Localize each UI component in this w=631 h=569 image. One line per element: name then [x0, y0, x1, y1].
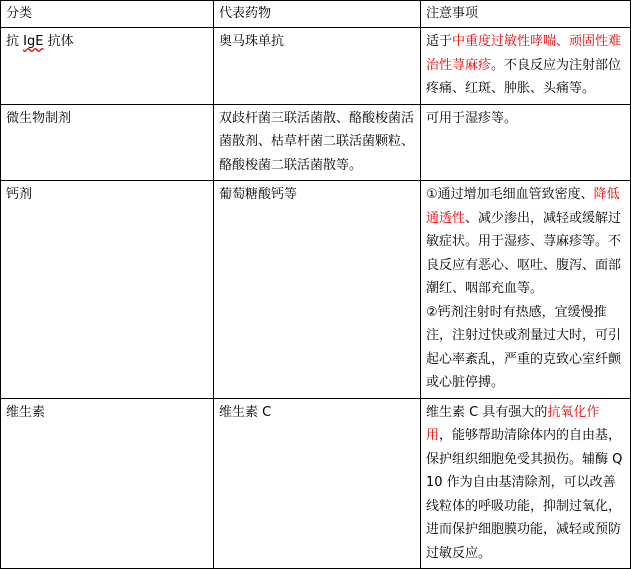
table-row [1, 181, 631, 399]
notes-cell: 适于中重度过敏性哮喘、顽固性难治性荨麻疹。不良反应为注射部位疼痛、红斑、肿胀、头痛等。 [421, 28, 631, 105]
header-category: 分类 [1, 1, 214, 28]
drugs-cell: 奥马珠单抗 [214, 28, 421, 105]
table-row [1, 398, 631, 569]
category-cell: 钙剂 [1, 181, 214, 399]
highlight-text: 中重度过敏性哮喘、顽固性难治性荨麻疹 [426, 34, 622, 73]
table-header-row [1, 1, 631, 28]
category-cell: 维生素 [1, 398, 214, 569]
highlight-text: 抗氧化作用 [426, 404, 600, 443]
notes-cell: 可用于湿疹等。 [421, 104, 631, 181]
ige-term: IgE [23, 34, 44, 49]
table-row [1, 104, 631, 181]
header-drugs: 代表药物 [214, 1, 421, 28]
drugs-cell: 双歧杆菌三联活菌散、酪酸梭菌活菌散剂、枯草杆菌二联活菌颗粒、酪酸梭菌二联活菌散等。 [214, 104, 421, 181]
category-cell: 微生物制剂 [1, 104, 214, 181]
table-row [1, 28, 631, 105]
drugs-cell: 维生素 C [214, 398, 421, 569]
notes-cell: 维生素 C 具有强大的抗氧化作用，能够帮助清除体内的自由基，保护组织细胞免受其损伤。辅酶 Q10 作为自由基清除剂，可以改善线粒体的呼吸功能，抑制过氧化，进而保护细胞膜功能，减轻或预防过敏反应。 [421, 398, 631, 569]
drugs-cell: 葡萄糖酸钙等 [214, 181, 421, 399]
header-notes: 注意事项 [421, 1, 631, 28]
category-cell: 抗 IgE 抗体 [1, 28, 214, 105]
highlight-text: 降低通透性 [426, 187, 620, 226]
notes-cell: ①通过增加毛细血管致密度、降低通透性、减少渗出，减轻或缓解过敏症状。用于湿疹、荨麻疹等。不良反应有恶心、呕吐、腹泻、面部潮红、咽部充血等。 ②钙剂注射时有热感，宜缓慢推注，注射过快或剂量过大时，可引起心率紊乱，严重的克致心室纤颤或心脏停搏。 [421, 181, 631, 399]
note-second: ②钙剂注射时有热感，宜缓慢推注，注射过快或剂量过大时，可引起心率紊乱，严重的克致心室纤颤或心脏停搏。 [426, 304, 622, 390]
